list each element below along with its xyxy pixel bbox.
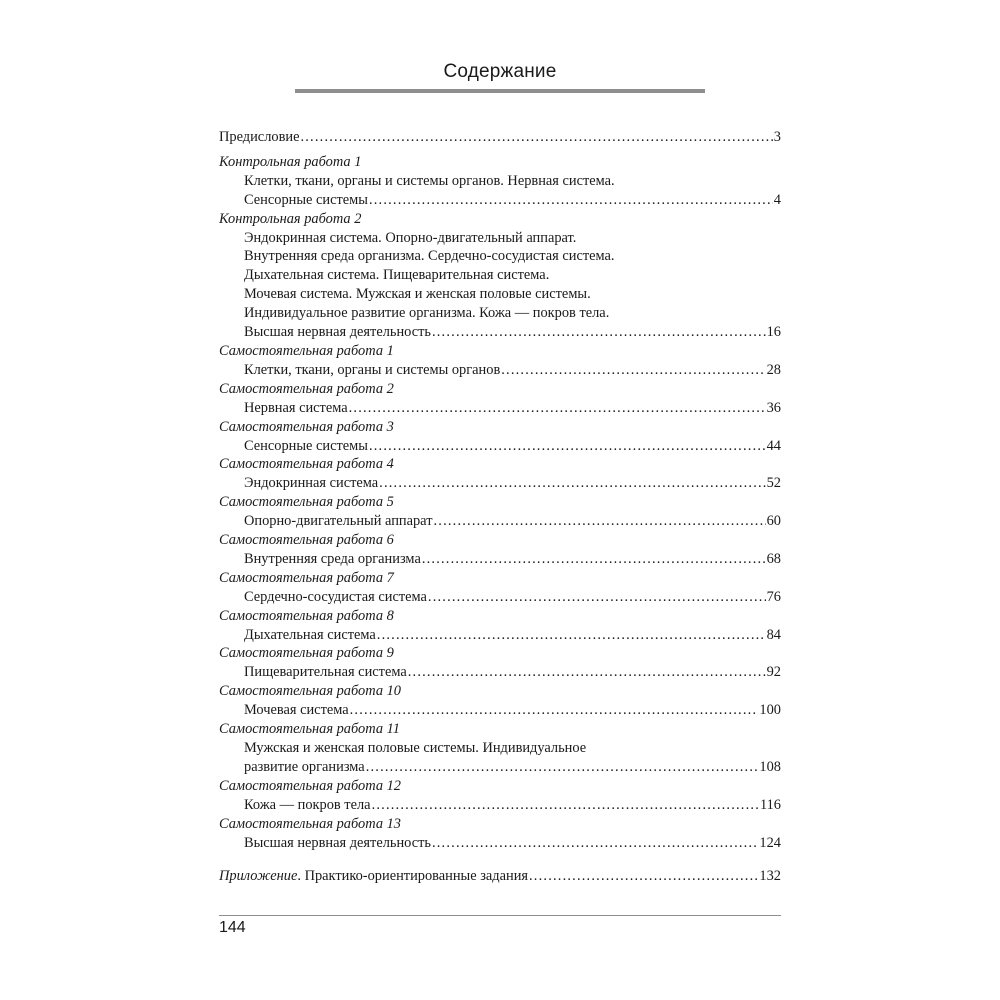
toc-page-number: 28 (766, 361, 781, 378)
toc-entry (219, 531, 781, 569)
toc-entries (219, 153, 781, 853)
toc-entry-line (219, 399, 781, 418)
toc-entry-line (219, 739, 781, 758)
toc-entry-text: Эндокринная система (244, 475, 379, 492)
toc-entry-line (219, 229, 781, 248)
toc-entry-text: Клетки, ткани, органы и системы органов. Нервная система. (244, 172, 615, 189)
toc-leader-dots (428, 588, 766, 607)
toc-page-number: 108 (759, 758, 781, 775)
toc-leader-dots (369, 191, 773, 210)
toc-entry-text: Клетки, ткани, органы и системы органов (244, 361, 501, 378)
toc-page-number: 124 (759, 834, 781, 851)
toc-entry-line (219, 550, 781, 569)
toc-leader-dots (408, 663, 766, 682)
toc-entry-text: Индивидуальное развитие организма. Кожа — покров тела. (244, 305, 610, 322)
toc-entry-line (219, 512, 781, 531)
toc-entry-heading: Самостоятельная работа 12 (219, 777, 401, 794)
toc-entry-heading: Самостоятельная работа 9 (219, 645, 394, 662)
toc-entry-line (219, 626, 781, 645)
toc-entry (219, 815, 781, 853)
toc-preface-label: Предисловие (219, 129, 300, 145)
toc-entry-heading: Самостоятельная работа 10 (219, 683, 401, 700)
toc-entry (219, 644, 781, 682)
toc-entry-text: Кожа — покров тела (244, 796, 371, 813)
toc-entry-heading: Самостоятельная работа 4 (219, 456, 394, 473)
page-title: Содержание (443, 61, 557, 82)
page-number: 144 (219, 919, 246, 936)
toc-entry-heading: Самостоятельная работа 13 (219, 815, 401, 832)
toc-page-number: 16 (766, 324, 781, 341)
toc-leader-dots (349, 399, 766, 418)
toc-leader-dots (422, 550, 766, 569)
toc-entry-line (219, 323, 781, 342)
toc-entry-heading: Самостоятельная работа 2 (219, 380, 394, 397)
toc-entry-heading: Самостоятельная работа 1 (219, 342, 394, 359)
toc-preface (219, 128, 781, 147)
toc-entry-line (219, 172, 781, 191)
toc-page-number: 84 (766, 626, 781, 643)
toc-entry-text: развитие организма (244, 758, 365, 775)
toc-page-number: 3 (773, 129, 781, 145)
toc-leader-dots (372, 796, 759, 815)
toc-leader-dots (300, 128, 772, 147)
toc-entry (219, 777, 781, 815)
toc-entry (219, 210, 781, 342)
toc-leader-dots (350, 701, 759, 720)
toc-entry-heading: Самостоятельная работа 5 (219, 494, 394, 511)
toc-leader-dots (369, 437, 766, 456)
toc-entry (219, 342, 781, 380)
toc-entry (219, 682, 781, 720)
toc-entry-line (219, 758, 781, 777)
toc-leader-dots (377, 626, 766, 645)
toc-entry-heading: Контрольная работа 1 (219, 153, 362, 170)
toc-entry-line (219, 701, 781, 720)
toc-entry-line (219, 437, 781, 456)
table-of-contents (219, 128, 781, 886)
toc-entry-text: Мочевая система (244, 702, 349, 719)
toc-page-number: 116 (759, 796, 781, 813)
toc-entry-line (219, 663, 781, 682)
toc-appendix-label-rest: . Практико-ориентированные задания (297, 868, 529, 885)
toc-page-number: 36 (766, 399, 781, 416)
toc-entry-line (219, 361, 781, 380)
toc-entry-line (219, 474, 781, 493)
toc-entry-text: Опорно-двигательный аппарат (244, 513, 433, 530)
toc-entry-line (219, 304, 781, 323)
toc-entry-text: Эндокринная система. Опорно-двигательный аппарат. (244, 229, 577, 246)
toc-page-number: 92 (766, 664, 781, 681)
toc-entry (219, 455, 781, 493)
toc-entry-text: Нервная система (244, 399, 348, 416)
toc-leader-dots (501, 361, 765, 380)
toc-entry (219, 418, 781, 456)
toc-appendix-label (219, 867, 528, 886)
toc-appendix (219, 867, 781, 886)
toc-entry-line (219, 191, 781, 210)
toc-entry-line (219, 588, 781, 607)
toc-entry-line (219, 266, 781, 285)
toc-entry-heading: Самостоятельная работа 11 (219, 721, 400, 738)
toc-entry-heading: Самостоятельная работа 8 (219, 607, 394, 624)
toc-page-number: 52 (766, 475, 781, 492)
toc-entry-text: Высшая нервная деятельность (244, 324, 431, 341)
toc-leader-dots (366, 758, 759, 777)
toc-entry-text: Мужская и женская половые системы. Индивидуальное (244, 740, 587, 756)
toc-entry (219, 720, 781, 777)
toc-entry (219, 380, 781, 418)
footer-rule (219, 915, 781, 916)
toc-entry-text: Сенсорные системы (244, 437, 368, 454)
toc-entry-text: Пищеварительная система (244, 664, 407, 681)
toc-entry-text: Мочевая система. Мужская и женская половые системы. (244, 286, 591, 303)
toc-entry-heading: Самостоятельная работа 7 (219, 569, 394, 586)
toc-entry-text: Внутренняя среда организма (244, 550, 421, 567)
toc-page-number: 100 (759, 702, 781, 719)
toc-entry-text: Высшая нервная деятельность (244, 834, 431, 851)
toc-appendix-label-italic: Приложение (219, 868, 298, 885)
toc-entry-heading: Контрольная работа 2 (219, 210, 362, 227)
toc-entry (219, 569, 781, 607)
toc-page-number: 60 (766, 513, 781, 530)
toc-page-number: 44 (766, 437, 781, 454)
toc-leader-dots (433, 512, 765, 531)
toc-entry (219, 153, 781, 210)
toc-leader-dots (432, 834, 758, 853)
toc-entry-heading: Самостоятельная работа 6 (219, 532, 394, 549)
title-rule (295, 89, 705, 93)
toc-entry-text: Сердечно-сосудистая система (244, 588, 427, 605)
toc-entry-text: Дыхательная система (244, 626, 376, 643)
toc-page-number: 68 (766, 550, 781, 567)
toc-leader-dots (379, 474, 765, 493)
toc-entry-line (219, 796, 781, 815)
toc-page-number: 76 (766, 588, 781, 605)
toc-page-number: 4 (773, 191, 781, 208)
toc-entry-text: Внутренняя среда организма. Сердечно-сосудистая система. (244, 248, 615, 265)
toc-page-number: 132 (759, 868, 781, 885)
toc-entry-line (219, 285, 781, 304)
toc-entry-text: Сенсорные системы (244, 191, 368, 208)
toc-entry-line (219, 834, 781, 853)
toc-entry (219, 607, 781, 645)
toc-leader-dots (529, 867, 758, 886)
toc-spacer (219, 852, 781, 867)
toc-entry-line (219, 247, 781, 266)
toc-leader-dots (432, 323, 766, 342)
toc-entry-text: Дыхательная система. Пищеварительная система. (244, 267, 550, 284)
toc-entry-heading: Самостоятельная работа 3 (219, 418, 394, 435)
toc-entry (219, 493, 781, 531)
